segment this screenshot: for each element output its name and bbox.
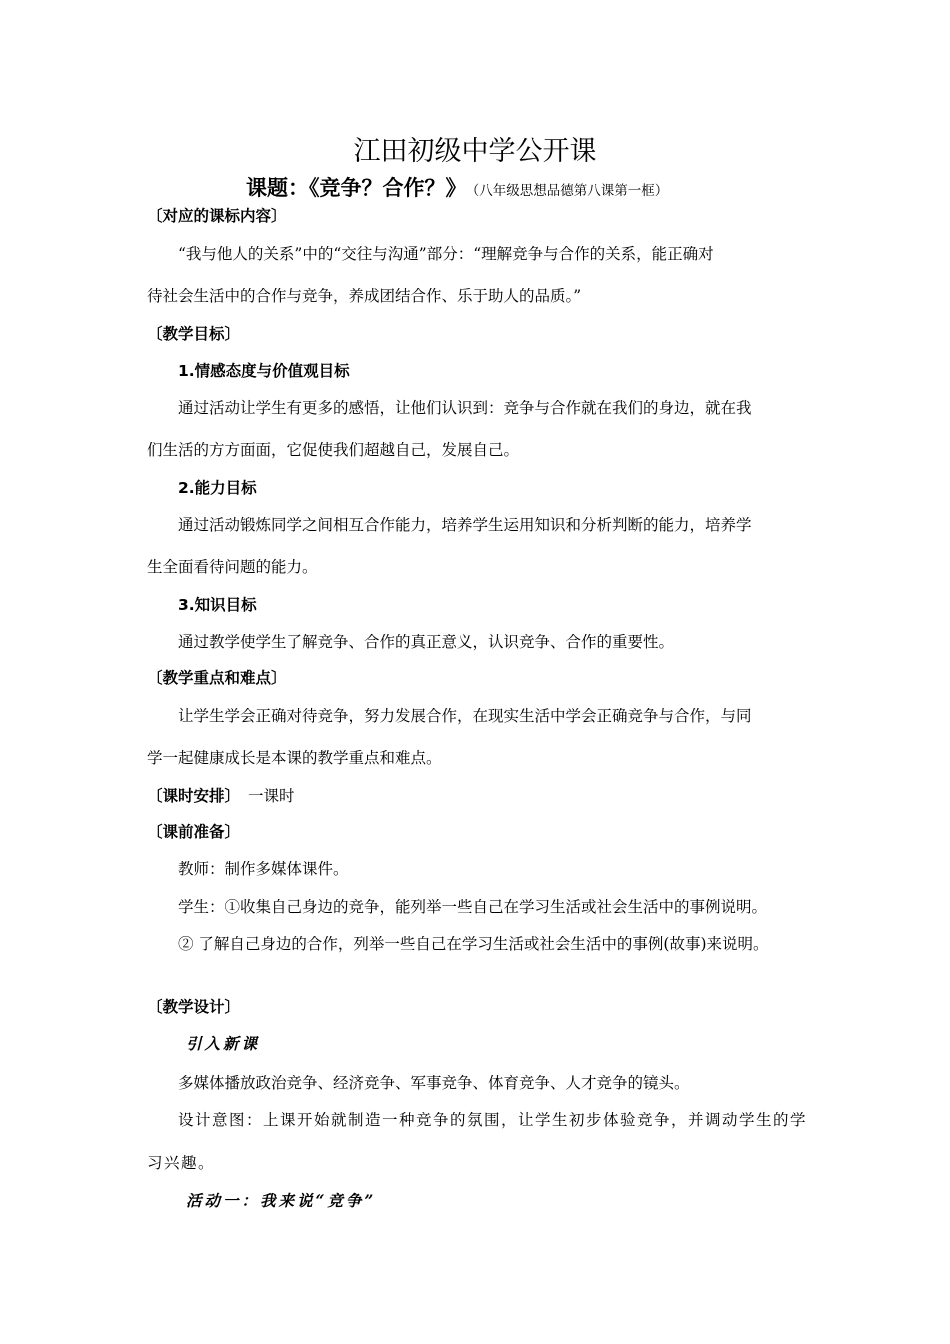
lesson-note: （八年级思想品德第八课第一框） — [472, 183, 669, 199]
paragraph-line: 习兴趣。 — [147, 1154, 216, 1172]
lesson-topic: 课题：《竞争？合作？》 — [246, 176, 467, 200]
paragraph-line: ② 了解自己身边的合作，列举一些自己在学习生活或社会生活中的事例(故事)来说明。 — [178, 935, 769, 953]
section-heading-goals: 〔教学目标〕 — [147, 325, 241, 343]
goal-title-knowledge: 3.知识目标 — [178, 596, 257, 614]
document-title: 江田初级中学公开课 — [353, 136, 597, 167]
paragraph-line: 通过教学使学生了解竞争、合作的真正意义，认识竞争、合作的重要性。 — [178, 633, 675, 651]
activity-one-title: 活动一：我来说“竞争” — [186, 1191, 377, 1210]
paragraph-line: 设计意图：上课开始就制造一种竞争的氛围，让学生初步体验竞争，并调动学生的学 — [178, 1111, 808, 1129]
paragraph-line: 多媒体播放政治竞争、经济竞争、军事竞争、体育竞争、人才竞争的镜头。 — [178, 1074, 690, 1092]
goal-title-ability: 2.能力目标 — [178, 479, 257, 497]
section-heading-design: 〔教学设计〕 — [147, 998, 241, 1016]
paragraph-line: 学生：①收集自己身边的竞争，能列举一些自己在学习生活或社会生活中的事例说明。 — [178, 898, 768, 916]
intro-title: 引入新课 — [186, 1034, 261, 1053]
paragraph-line: “我与他人的关系”中的“交往与沟通”部分：“理解竞争与合作的关系，能正确对 — [178, 245, 714, 263]
goal-title-emotion: 1.情感态度与价值观目标 — [178, 362, 350, 380]
paragraph-line: 通过活动让学生有更多的感悟，让他们认识到：竞争与合作就在我们的身边，就在我 — [178, 399, 752, 417]
lesson-subtitle — [246, 178, 668, 199]
paragraph-line: 教师：制作多媒体课件。 — [178, 860, 349, 878]
schedule-value: 一课时 — [248, 787, 295, 805]
section-heading-key-points: 〔教学重点和难点〕 — [147, 669, 287, 687]
section-heading-standard: 〔对应的课标内容〕 — [147, 207, 287, 225]
schedule-line — [147, 789, 295, 805]
section-heading-schedule: 〔课时安排〕 — [147, 787, 241, 805]
paragraph-line: 让学生学会正确对待竞争，努力发展合作，在现实生活中学会正确竞争与合作，与同 — [178, 707, 752, 725]
paragraph-line: 通过活动锻炼同学之间相互合作能力，培养学生运用知识和分析判断的能力，培养学 — [178, 516, 752, 534]
paragraph-line: 待社会生活中的合作与竞争，养成团结合作、乐于助人的品质。” — [147, 287, 582, 305]
paragraph-line: 生全面看待问题的能力。 — [147, 558, 318, 576]
paragraph-line: 们生活的方方面面，它促使我们超越自己，发展自己。 — [147, 441, 520, 459]
paragraph-line: 学一起健康成长是本课的教学重点和难点。 — [147, 749, 442, 767]
section-heading-prep: 〔课前准备〕 — [147, 823, 241, 841]
